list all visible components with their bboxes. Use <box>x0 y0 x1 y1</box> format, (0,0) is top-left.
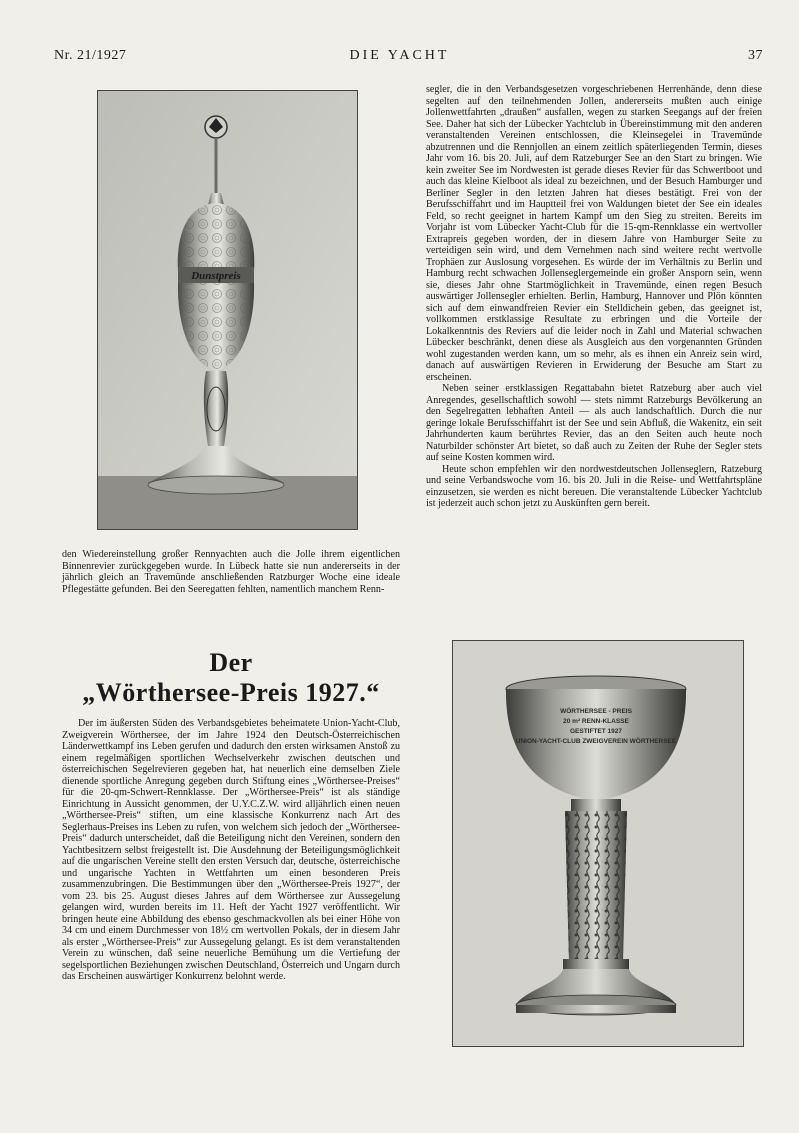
svg-text:UNION-YACHT-CLUB ZWEIGVEREIN W: UNION-YACHT-CLUB ZWEIGVEREIN WÖRTHERSEE <box>515 738 677 745</box>
page-number: 37 <box>748 48 763 63</box>
paragraph: Neben seiner erstklassigen Regattabahn bietet Ratzeburg aber auch viel Anregendes, gesellschaftlich sowohl — stets nimmt Ratzeburgs Bevölkerung an den Segelregatten lebhaften Anteil — als auch landschaftlich. Durch die nur geringe lokale Berufsschiffahrt ist der See und sein Abfluß, die Wakenitz, ein seit Jahrhunderten kaum berührtes Revier, das an den Seiten auch heute noch Naturbilder schönster Art bietet, so daß auch zu Zeiten der Ruhe der Segler stets auf seine Kosten kommen wird. <box>426 383 762 463</box>
right-column-text <box>426 84 762 510</box>
trophy-band-text: Dunstpreis <box>191 270 241 282</box>
paragraph: den Wiedereinstellung großer Rennyachten auch die Jolle ihrem eigentlichen Binnenrevier zurückgegeben wurde. In Lübeck hatte sie nun andererseits in der jährlich gleich an Travemünde anschließenden Ratzburger Woche eine ideale Pflegestätte gefunden. Bei den Seeregatten fehlten, namentlich manchem Renn- <box>62 549 400 595</box>
trophy-photo-top <box>97 90 358 530</box>
svg-text:20 m² RENN-KLASSE: 20 m² RENN-KLASSE <box>563 718 629 725</box>
issue-number: Nr. 21/1927 <box>54 48 127 63</box>
paragraph: segler, die in den Verbandsgesetzen vorgeschriebenen Herrenhände, denn diese segelten auf den teilnehmenden Jollen, andererseits mußten auch einige Jollenwettfahrten „draußen“ ausfallen, wegen zu starken Seegangs auf der freien See. Daher hat sich der Lübecker Yachtclub in Übereinstimmung mit den anderen veranstaltenden Vereinen entschlossen, die Kleinsegelei in Travemünde abzutrennen und die Rennjollen an einem zeitlich späterliegenden Termin, dieses Jahr vom 16. bis 20. Juli, auf dem Ratzeburger See an den Start zu bringen. Wie kein zweiter See im Nordwesten ist gerade dieses Revier für das Schwertboot und auch das kleine Kielboot als ideal zu bezeichnen, und der Besuch Hamburger und Berliner Segler in den letzten Jahren hat dieses bestätigt. Frei von der Berufsschiffahrt und im Hauptteil frei von Waldungen bietet der See ein ideales Feld, so recht geeignet in hartem Kampf um den Sieg zu streiten. Bereits im Vorjahr ist vom Lübecker Yacht-Club für die 15-qm-Rennklasse ein wertvoller Extrapreis gegeben worden, der in diesem Jahre von Hamburger Seite zu verteidigen sein wird, und dem Vernehmen nach sind weitere recht wertvolle Trophäen zur Auslosung vorgesehen. Es würde der im Verhältnis zu Berlin und Hamburg recht schwachen Jollenseglergemeinde ein großer Ansporn sein, wenn sie, dieses Jahr ohne Startmöglichkeit in Travemünde, einen regen Besuch auswärtiger Jollensegler erhielten. Berlin, Hamburg, Hannover und Plön könnten sich auf dem einwandfreien Revier ein Stelldichein geben, das geeignet ist, vollkommen erstklassige Resultate zu erbringen und die Vorteile der Lokalkenntnis des Reviers auf die leider noch in Zahl und Material schwachen Lübecker beschränkt, denen diese als Ausgleich aus den vorgenannten Gründen wohl zugestanden werden kann, um so mehr, als es ihnen ein Anreiz sein wird, danach auf auswärtigen Revieren in Erwiderung der Besuche am Start zu erscheinen. <box>426 84 762 383</box>
left-column-continuation <box>62 549 400 595</box>
article-body <box>62 718 400 983</box>
trophy-photo-bottom <box>452 640 744 1047</box>
svg-text:GESTIFTET 1927: GESTIFTET 1927 <box>569 728 623 735</box>
paragraph: Heute schon empfehlen wir den nordwestdeutschen Jollenseglern, Ratzeburg und seine Verbandswoche vom 16. bis 20. Juli in die Reise- und Wettfahrtspläne einzusetzen, sie werden es nicht bereuen. Die veranstaltende Lübecker Yachtclub ist jederzeit auch schon jetzt zu Auskünften gern bereit. <box>426 463 762 509</box>
svg-text:WÖRTHERSEE - PREIS: WÖRTHERSEE - PREIS <box>560 708 632 715</box>
magazine-title: DIE YACHT <box>349 48 450 63</box>
article-title-line-1: Der <box>209 648 253 677</box>
article-title-line-2: „Wörthersee-Preis 1927.“ <box>82 678 380 707</box>
paragraph: Der im äußersten Süden des Verbandsgebietes beheimatete Union-Yacht-Club, Zweigverein Wörthersee, der im Jahre 1924 den Deutsch-Österreichischen Länderwettkampf ins Leben gerufen und dadurch den ersten wirksamen Anstoß zu einem regelmäßigen sportlichen Wechselverkehr zwischen deutschen und österreichischen Segelrevieren gegeben hat, hat neuerlich eine demselben Ziele dienende sportliche Anregung gegeben durch Stiftung eines „Wörthersee-Preises“ für die 20-qm-Schwert-Rennklasse. Der „Wörthersee-Preis“ ist als ständige Einrichtung in Aussicht genommen, der U.Y.C.Z.W. wird alljährlich einen neuen „Wörthersee-Preis“ stiften, um eine klassische Konkurrenz nach Art des Seglerhaus-Preises ins Leben zu rufen, von welchem sich jedoch der „Wörthersee-Preis“ dadurch unterscheidet, daß die Beteiligung nicht den Vereinen, sondern den Yachtbesitzern selbst freigestellt ist. Die Ausdehnung der Beteiligungsmöglichkeit auf die ungarischen Vereine stellt den ersten Versuch dar, deutsche, österreichische und ungarische Yachten in Wettfahrten um einen besonderen Preis zusammenzubringen. Die Bestimmungen über den „Wörthersee-Preis 1927“, der vom 23. bis 25. August dieses Jahres auf dem Wörthersee zur Aussegelung gelangen wird, wurden bereits im 11. Heft der Yacht 1927 veröffentlicht. Wir bringen heute eine Abbildung des ebenso geschmackvollen als bei einer Höhe von 34 cm und einem Durchmesser von 18½ cm wertvollen Pokals, der in diesem Jahr als erster „Wörthersee-Preis“ zur Aussegelung gelangt. Es ist dem veranstaltenden Verein zu wünschen, daß seine neuerliche Bemühung um die Vertiefung der segelsportlichen Beziehungen zwischen Deutschland, Österreich und Ungarn durch das Erscheinen auswärtiger Konkurrenz belohnt werde. <box>62 718 400 982</box>
